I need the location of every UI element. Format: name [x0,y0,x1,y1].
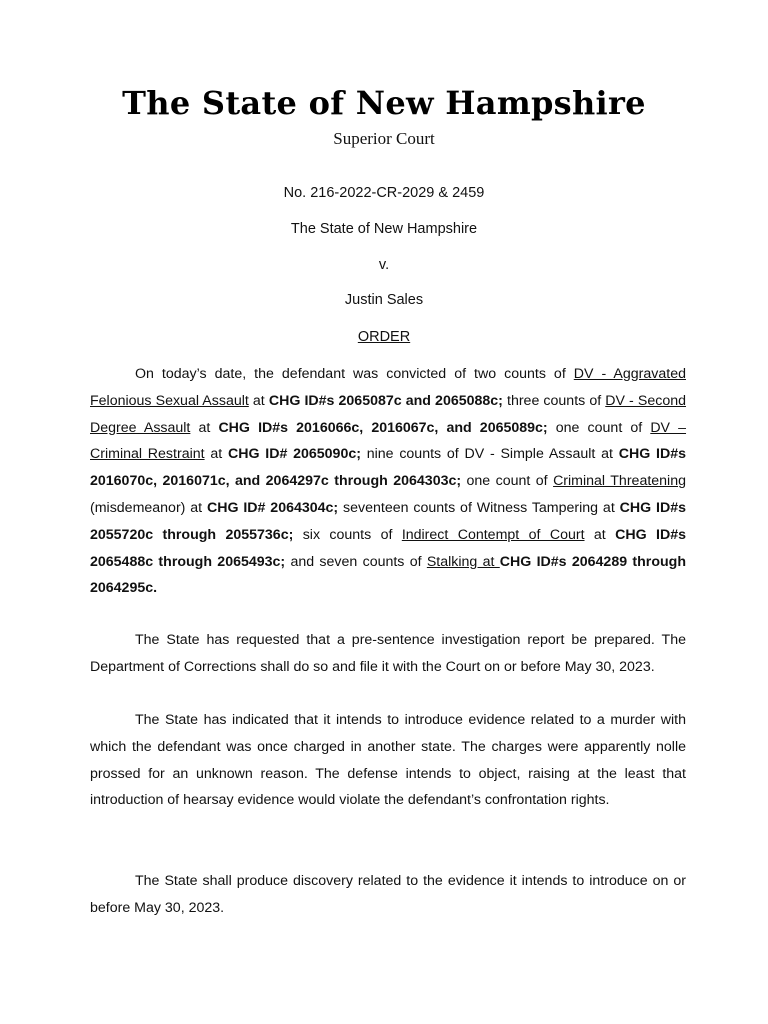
plaintiff-name: The State of New Hampshire [290,221,478,237]
p1-text-5: one count of [547,419,651,436]
case-number: No. 216-2022-CR-2029 & 2459 [283,185,485,201]
versus-label: v. [378,257,390,273]
p1-text-7: nine counts of DV - Simple Assault at [360,446,619,463]
chg-ids-afsa: CHG ID#s 2065087c and 2065088c; [268,392,503,409]
evidence-paragraph [90,707,686,814]
p1-text-6: at [204,446,228,463]
charge-dv-afsa: DV - Aggravated Felonious Sexual Assault [90,366,686,409]
discovery-text: The State shall produce discovery related to the evidence it intends to introduce on or before May 30, 2023. [90,873,686,916]
p1-text-9: (misdemeanor) at [90,499,207,516]
state-masthead: The State of New Hampshire [122,84,646,122]
charge-dv-criminal-restraint: DV – Criminal Restraint [90,419,687,463]
p1-text-12: at [584,526,616,543]
conviction-paragraph [90,361,686,602]
chg-id-criminal-restraint: CHG ID# 2065090c; [227,446,361,463]
order-heading: ORDER [357,329,411,345]
evidence-text: The State has indicated that it intends to introduce evidence related to a murder with which the defendant was once charged in another state. The charges were apparently nolle prossed for an unknown reason. The defense intends to object, raising at the least that introduction of hearsay evidence would violate the defendant’s confrontation rights. [90,712,686,809]
p1-text-13: and seven counts of [285,553,427,570]
chg-id-criminal-threatening: CHG ID# 2064304c; [206,499,339,516]
chg-ids-witness-tampering: CHG ID#s 2055720c through 2055736c; [90,499,687,543]
chg-ids-second-degree-assault: CHG ID#s 2016066c, 2016067c, and 2065089c; [218,419,548,436]
psi-text: The State has requested that a pre-sentence investigation report be prepared. The Department of Corrections shall do so and file it with the Court on or before May 30, 2023. [90,632,686,675]
p1-text-11: six counts of [293,526,402,543]
chg-ids-simple-assault: CHG ID#s 2016070c, 2016071c, and 2064297c through 2064303c; [90,446,687,490]
p1-text-8: one count of [461,473,554,490]
p1-text-3: three counts of [502,392,606,409]
discovery-paragraph [90,868,686,922]
p1-text-2: at [248,392,269,409]
p1-text-10: seventeen counts of Witness Tampering at [338,499,620,516]
charge-dv-second-degree-assault: DV - Second Degree Assault [90,392,686,436]
charge-indirect-contempt: Indirect Contempt of Court [401,526,585,543]
chg-ids-indirect-contempt: CHG ID#s 2065488c through 2065493c; [90,526,686,570]
p1-text-4: at [190,419,219,436]
defendant-name: Justin Sales [344,292,424,308]
court-name: Superior Court [333,129,435,148]
psi-paragraph [90,627,686,681]
p1-text-1: On today’s date, the defendant was convicted of two counts of [135,366,574,382]
charge-criminal-threatening: Criminal Threatening [553,473,686,490]
charge-stalking: Stalking at [426,553,500,570]
chg-ids-stalking: CHG ID#s 2064289 through 2064295c. [90,553,686,597]
